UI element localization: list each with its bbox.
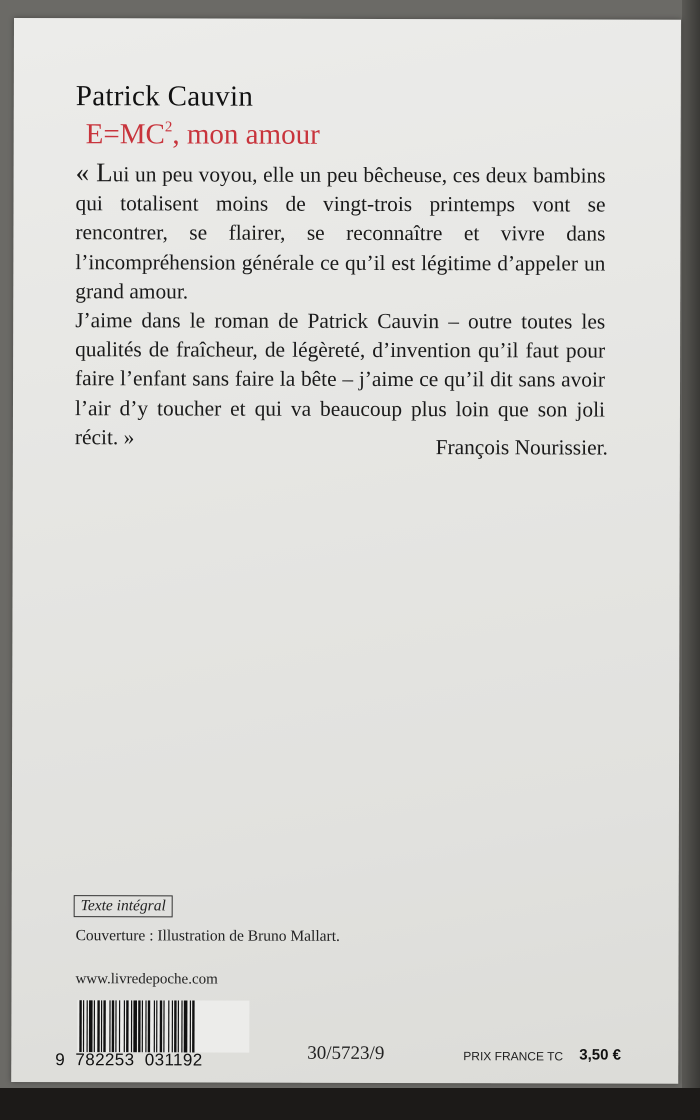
- book-title: [86, 118, 320, 152]
- author-name: Patrick Cauvin: [75, 80, 254, 113]
- title-superscript: 2: [164, 119, 173, 136]
- cover-credit: Couverture : Illustration de Bruno Mallart.: [75, 927, 340, 945]
- title-rest: , mon amour: [172, 118, 320, 151]
- isbn-digits: 9 782253 031192: [55, 1050, 203, 1070]
- blurb-text: [75, 158, 606, 453]
- barcode-bars: [77, 1000, 249, 1052]
- blurb-dropcap: « L: [75, 157, 113, 188]
- barcode: [77, 1000, 249, 1052]
- blurb-paragraph-1: [75, 158, 605, 307]
- price-value: 3,50 €: [579, 1046, 622, 1064]
- title-main: E=MC: [85, 118, 165, 151]
- integral-text-badge: Texte intégral: [74, 895, 173, 917]
- table-surface-bottom: [0, 1088, 700, 1120]
- reference-number: 30/5723/9: [307, 1042, 385, 1064]
- blurb-paragraph-2: J’aime dans le roman de Patrick Cauvin – outre toutes les qualités de fraîcheur, de légèreté, d’invention qu’il faut pour faire l’enfant sans faire la bête – j’aime ce qu’il dit sans avoir l’air d’y toucher et qui va beaucoup plus loin que son joli récit. »: [74, 308, 606, 450]
- table-surface-edge: [682, 0, 700, 1090]
- publisher-website: www.livredepoche.com: [75, 971, 218, 988]
- book-back-cover: [11, 18, 681, 1084]
- price-label: PRIX FRANCE TC: [463, 1049, 564, 1064]
- blurb-signature: François Nourissier.: [435, 435, 608, 460]
- blurb-paragraph-1-text: ui un peu voyou, elle un peu bêcheuse, ces deux bambins qui totalisent moins de vingt-trois printemps vont se rencontrer, se flairer, se reconnaître et vivre dans l’incompréhension générale ce qu’il est légitime d’appeler un grand amour.: [75, 162, 606, 304]
